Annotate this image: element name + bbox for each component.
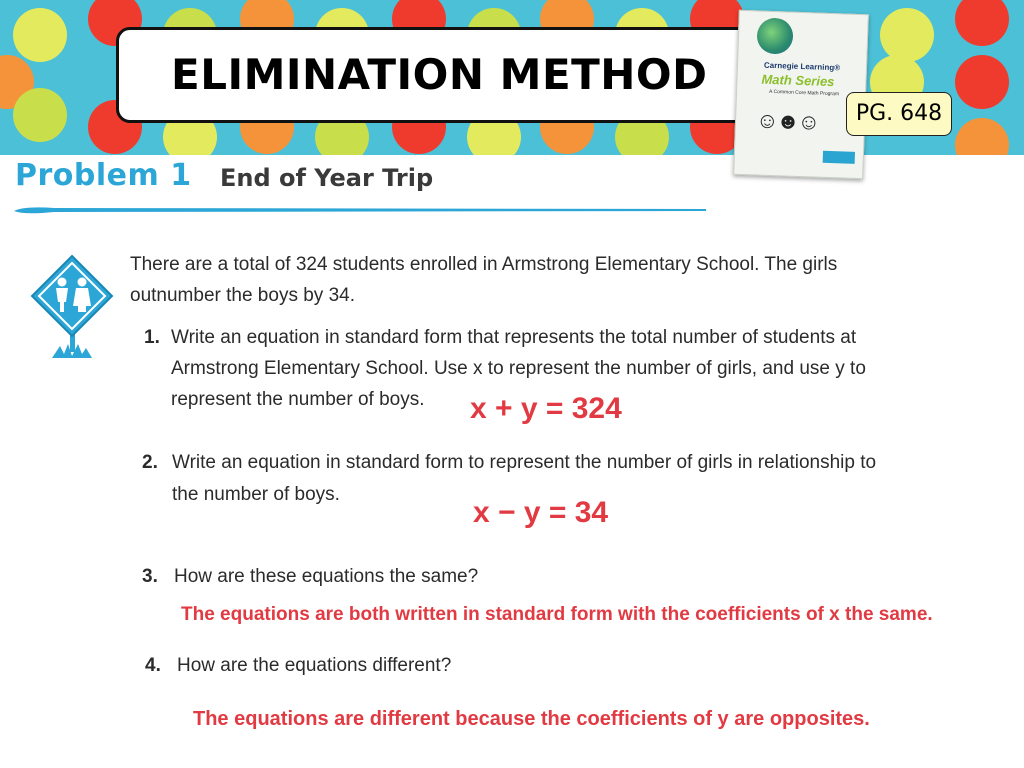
problem-title: End of Year Trip [220, 164, 434, 192]
answer-text-3: The equations are both written in standard form with the coefficients of x the same. [181, 604, 933, 625]
answer-text-4: The equations are different because the coefficients of y are opposites. [193, 708, 870, 730]
question-text: the number of boys. [172, 484, 340, 505]
question-number: 4. [145, 655, 161, 676]
students-figures-icon: ☺☻☺ [755, 107, 819, 135]
page-reference: PG. 648 [846, 92, 952, 136]
answer-equation-1: x + y = 324 [470, 392, 622, 425]
title-box [116, 27, 756, 123]
book-tagline: A Common Core Math Program [768, 88, 840, 98]
book-series: Math Series [761, 71, 835, 90]
question-text: How are the equations different? [177, 655, 452, 676]
book-brand: Carnegie Learning® [763, 60, 841, 73]
publisher-badge [823, 151, 855, 164]
question-number: 3. [142, 566, 158, 587]
intro-line: outnumber the boys by 34. [130, 285, 355, 306]
question-text: Write an equation in standard form that represents the total number of students at [171, 327, 857, 348]
question-text: Armstrong Elementary School. Use x to represent the number of girls, and use y to [171, 358, 866, 379]
answer-equation-2: x − y = 34 [473, 496, 609, 529]
page-title: ELIMINATION METHOD [171, 50, 708, 99]
globe-logo-icon [756, 17, 793, 54]
question-text: represent the number of boys. [171, 389, 425, 410]
problem-number: Problem 1 [15, 158, 192, 193]
students-crossing-sign-icon [30, 254, 116, 360]
problem-intro [130, 249, 930, 311]
intro-line: There are a total of 324 students enrolled in Armstrong Elementary School. The girls [130, 254, 838, 275]
question-number: 2. [142, 452, 158, 473]
problem-underline [14, 206, 706, 215]
question-number: 1. [144, 327, 160, 348]
question-text: How are these equations the same? [174, 566, 479, 587]
question-text: Write an equation in standard form to represent the number of girls in relationship to [172, 452, 877, 473]
